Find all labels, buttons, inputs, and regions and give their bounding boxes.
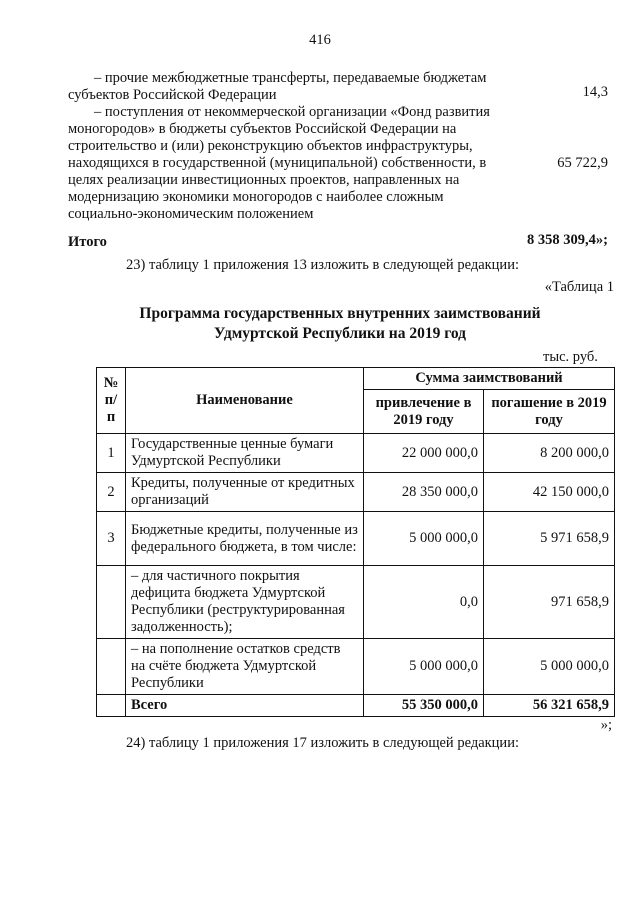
item-23-text: 23) таблицу 1 приложения 13 изложить в следующей редакции: [126,257,519,273]
table-row [97,639,615,695]
row-attraction: 5 000 000,0 [364,512,484,566]
intro-line: социально-экономическим положением [68,206,314,222]
total-label: Итого [68,234,107,250]
unit-label: тыс. руб. [543,349,598,365]
row-attraction: 22 000 000,0 [364,434,484,473]
table-heading-line: Удмуртской Республики на 2019 год [213,325,467,342]
header-name: Наименование [126,368,364,434]
row-repayment: 42 150 000,0 [484,473,615,512]
intro-line: субъектов Российской Федерации [68,87,277,103]
row-attraction: 5 000 000,0 [364,639,484,695]
table-heading-line: Программа государственных внутренних заимствований [139,305,541,322]
item-24-text: 24) таблицу 1 приложения 17 изложить в следующей редакции: [126,735,519,751]
row-repayment: 5 971 658,9 [484,512,615,566]
table-row [97,473,615,512]
row-number: 3 [97,512,126,566]
page-number: 416 [309,32,331,48]
borrowing-table [96,367,615,717]
table-row [97,434,615,473]
total-row-label: Всего [126,695,364,717]
intro-line: – прочие межбюджетные трансферты, передаваемые бюджетам [94,70,487,86]
row-repayment: 5 000 000,0 [484,639,615,695]
table-row [97,566,615,639]
header-sum-group: Сумма заимствований [364,368,615,390]
row-name: Кредиты, полученные от кредитных организаций [126,473,364,512]
header-attraction: привлечение в 2019 году [364,390,484,434]
row-attraction: 0,0 [364,566,484,639]
intro-line: – поступления от некоммерческой организации «Фонд развития [94,104,490,120]
header-number: № п/п [97,368,126,434]
intro-line: целях реализации инвестиционных проектов, направленных на [68,172,460,188]
total-attraction: 55 350 000,0 [364,695,484,717]
table-row [97,512,615,566]
intro-line: находящихся в государственной (муниципальной) собственности, в [68,155,487,171]
row-attraction: 28 350 000,0 [364,473,484,512]
header-repayment: погашение в 2019 году [484,390,615,434]
intro-value: 65 722,9 [557,155,608,171]
total-row-number [97,695,126,717]
row-number [97,566,126,639]
row-name: – для частичного покрытия дефицита бюджета Удмуртской Республики (реструктурированная задолженность); [126,566,364,639]
intro-line: модернизацию экономики моногородов с наиболее сложным [68,189,444,205]
table-reference: «Таблица 1 [544,279,614,295]
intro-value: 14,3 [582,84,608,100]
row-name: – на пополнение остатков средств на счёте бюджета Удмуртской Республики [126,639,364,695]
intro-line: моногородов» в бюджеты субъектов Российской Федерации на [68,121,457,137]
row-name: Государственные ценные бумаги Удмуртской Республики [126,434,364,473]
row-repayment: 8 200 000,0 [484,434,615,473]
total-repayment: 56 321 658,9 [484,695,615,717]
row-number [97,639,126,695]
total-value: 8 358 309,4»; [527,232,608,248]
row-number: 1 [97,434,126,473]
row-repayment: 971 658,9 [484,566,615,639]
table-total-row [97,695,615,717]
closing-quote: »; [600,717,612,733]
row-name: Бюджетные кредиты, полученные из федерального бюджета, в том числе: [126,512,364,566]
intro-line: строительство и (или) реконструкцию объектов инфраструктуры, [68,138,473,154]
row-number: 2 [97,473,126,512]
